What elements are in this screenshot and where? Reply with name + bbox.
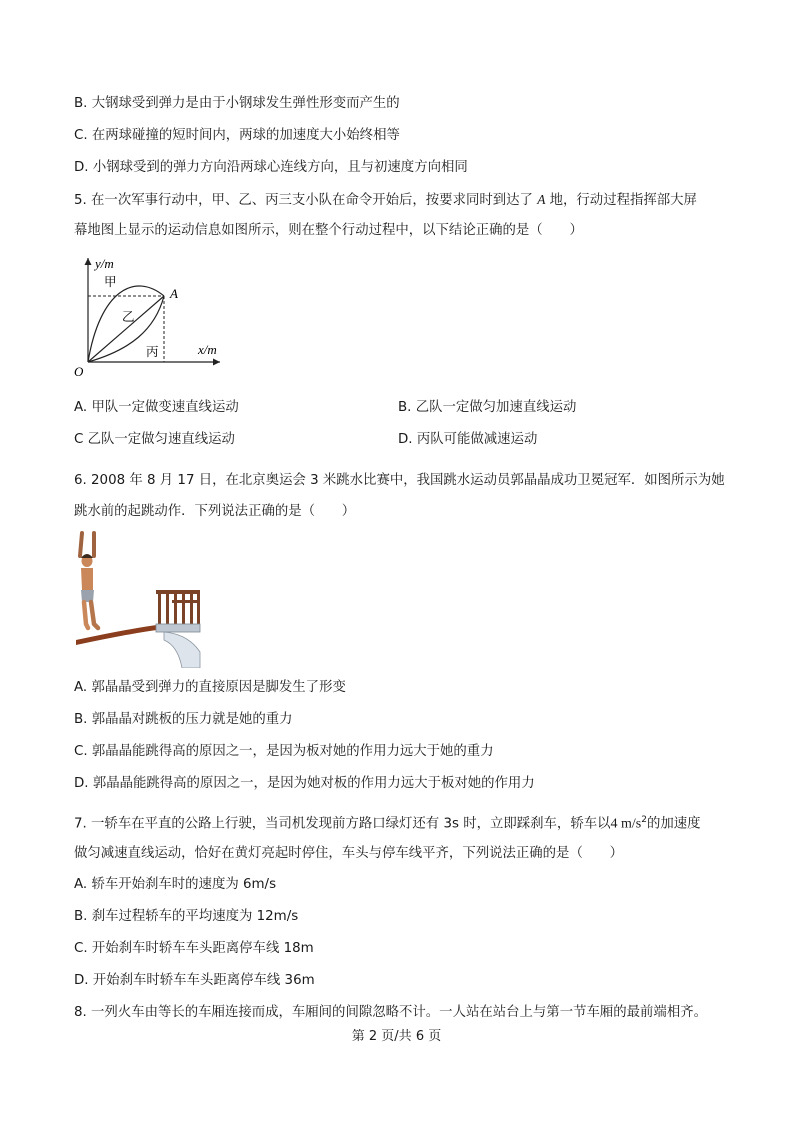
diver-leg-back: [91, 602, 98, 628]
diver-arm-left: [80, 533, 82, 556]
diver-leg-front: [84, 602, 88, 628]
q6-option-c: C. 郭晶晶能跳得高的原因之一，是因为板对她的作用力远大于她的重力: [74, 744, 494, 759]
path-yi-label: 乙: [122, 309, 135, 324]
q7-option-a: A. 轿车开始刹车时的速度为 6m/s: [74, 877, 277, 892]
x-axis-label: x/m: [198, 342, 217, 357]
q4-option-b: B. 大钢球受到弹力是由于小钢球发生弹性形变而产生的: [74, 96, 400, 111]
q5-stem-line2: 幕地图上显示的运动信息如图所示，则在整个行动过程中，以下结论正确的是（ ）: [74, 223, 583, 238]
page-number-footer: 第 2 页/共 6 页: [351, 1029, 442, 1044]
q7-option-d: D. 开始刹车时轿车车头距离停车线 36m: [74, 973, 315, 988]
q7-stem-line2: 做匀减速直线运动，恰好在黄灯亮起时停住，车头与停车线平齐，下列说法正确的是（ ）: [74, 846, 624, 861]
path-bing-label: 丙: [146, 344, 159, 359]
path-jia-label: 甲: [104, 274, 117, 289]
q8-stem-line1: 8. 一列火车由等长的车厢连接而成，车厢间的间隙忽略不计。一人站在站台上与第一节车厢的最前端相齐。: [74, 1005, 707, 1020]
q7-stem-line1: 7. 一轿车在平直的公路上行驶，当司机发现前方路口绿灯还有 3s 时，立即踩刹车，轿车以4 $m/s^2$的加速度: [74, 815, 701, 832]
q6-option-d: D. 郭晶晶能跳得高的原因之一，是因为她对板的作用力远大于板对她的作用力: [74, 776, 535, 791]
q6-option-b: B. 郭晶晶对跳板的压力就是她的重力: [74, 712, 293, 727]
y-axis-label: y/m: [95, 256, 114, 271]
q5-xy-figure: [70, 250, 240, 380]
q6-option-a: A. 郭晶晶受到弹力的直接原因是脚发生了形变: [74, 680, 346, 695]
point-a-label: A: [170, 286, 178, 301]
q5-point-a-var: A: [537, 192, 546, 207]
q5-option-b: B. 乙队一定做匀加速直线运动: [398, 400, 577, 415]
q7-acceleration-exponent: 2: [641, 815, 647, 825]
origin-label: O: [74, 364, 84, 379]
q5-option-d: D. 丙队可能做减速运动: [398, 432, 538, 447]
q7-option-b: B. 刹车过程轿车的平均速度为 12m/s: [74, 909, 299, 924]
diver-springboard-illustration: [72, 528, 210, 668]
q4-option-d: D. 小钢球受到的弹力方向沿两球心连线方向，且与初速度方向相同: [74, 160, 468, 175]
q7-option-c: C. 开始刹车时轿车车头距离停车线 18m: [74, 941, 314, 956]
q4-option-c: C. 在两球碰撞的短时间内，两球的加速度大小始终相等: [74, 128, 400, 143]
q5-option-c: C 乙队一定做匀速直线运动: [74, 432, 235, 447]
diver-torso: [81, 568, 93, 590]
platform-base: [156, 624, 200, 632]
q6-stem-line1: 6. 2008 年 8 月 17 日，在北京奥运会 3 米跳水比赛中，我国跳水运动员郭晶晶成功卫冕冠军．如图所示为她: [74, 473, 725, 488]
q5-option-a: A. 甲队一定做变速直线运动: [74, 400, 239, 415]
q7-acceleration-value: 4 m/s: [610, 816, 642, 832]
q5-stem-line1: 5. 在一次军事行动中，甲、乙、丙三支小队在命令开始后，按要求同时到达了 A 地，行动过程指挥部大屏: [74, 192, 697, 208]
q6-stem-line2: 跳水前的起跳动作．下列说法正确的是（ ）: [74, 504, 356, 519]
